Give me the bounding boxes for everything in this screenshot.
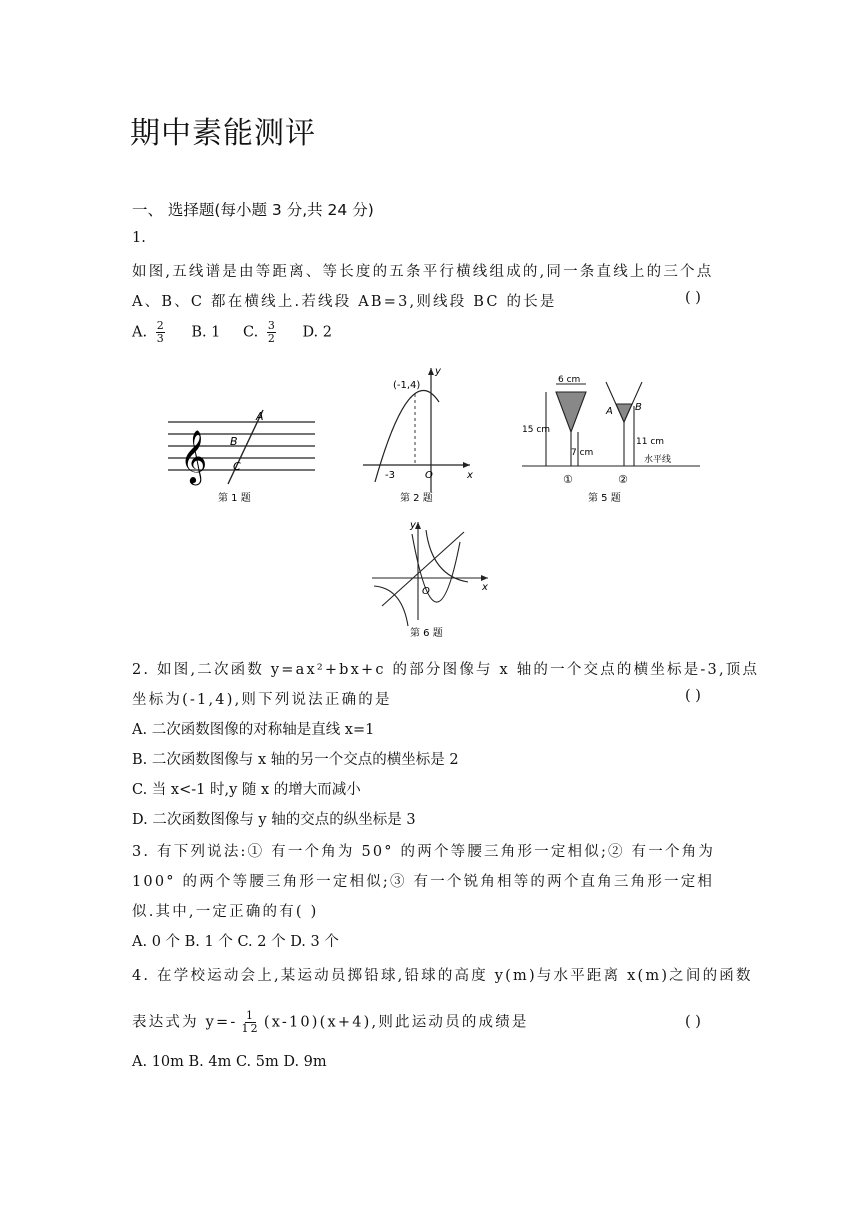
q1-answer-paren: ( ) — [685, 290, 701, 306]
q1-option-c-label: C. — [243, 324, 259, 341]
fig5-waterline-label: 水平线 — [644, 455, 672, 465]
fig2-caption: 第 2 题 — [400, 493, 433, 504]
page-title: 期中素能测评 — [130, 116, 316, 151]
fig2-origin-label: O — [425, 470, 433, 481]
figure-6-functions — [368, 516, 498, 642]
fig2-y-label: y — [435, 366, 441, 377]
fig5-height-15: 15 cm — [522, 425, 551, 435]
fig5-top-width: 6 cm — [558, 375, 581, 385]
q3-line1: 3. 有下列说法:① 有一个角为 50° 的两个等腰三角形一定相似;② 有一个角为 — [132, 844, 716, 860]
q1-option-c-fraction: $\frac{3}{2}$ — [267, 319, 275, 345]
fig2-vertex-label: (-1,4) — [393, 380, 421, 391]
q2-option-c: C. 当 x<-1 时,y 随 x 的增大而减小 — [132, 782, 361, 798]
fig1-label-a: A — [256, 410, 264, 423]
fig5-label-b: B — [635, 402, 642, 413]
figure-1-staff — [160, 400, 320, 510]
section-heading: 一、 选择题(每小题 3 分,共 24 分) — [132, 201, 374, 219]
fig1-label-b: B — [230, 435, 238, 448]
fig1-label-c: C — [233, 460, 241, 473]
fig6-y-label: y — [410, 520, 416, 531]
q1-line2: A、B、C 都在横线上.若线段 AB=3,则线段 BC 的长是 — [132, 294, 557, 310]
q2-answer-paren: ( ) — [685, 688, 701, 704]
q4-fraction: $\frac{1}{12}$ — [241, 1009, 260, 1035]
fig5-container-2: ② — [618, 473, 628, 486]
fig6-x-label: x — [482, 582, 488, 593]
q1-option-a-label: A. — [132, 324, 148, 341]
q2-option-b: B. 二次函数图像与 x 轴的另一个交点的横坐标是 2 — [132, 752, 459, 768]
q1-option-b: B. 1 — [191, 324, 221, 341]
fig5-height-11: 11 cm — [636, 437, 665, 447]
fig5-container-1: ① — [563, 473, 573, 486]
q3-line2: 100° 的两个等腰三角形一定相似;③ 有一个锐角相等的两个直角三角形一定相 — [132, 874, 715, 890]
fig1-caption: 第 1 题 — [218, 493, 251, 504]
q2-option-a: A. 二次函数图像的对称轴是直线 x=1 — [132, 722, 375, 738]
fig5-caption: 第 5 题 — [588, 493, 621, 504]
fig2-root-label: -3 — [385, 470, 395, 481]
q3-options: A. 0 个 B. 1 个 C. 2 个 D. 3 个 — [132, 934, 339, 950]
q2-line1: 2. 如图,二次函数 y=ax²+bx+c 的部分图像与 x 轴的一个交点的横坐标是-3,顶点 — [132, 662, 760, 678]
q1-option-a-fraction: $\frac{2}{3}$ — [156, 319, 164, 345]
q1-line1: 如图,五线谱是由等距离、等长度的五条平行横线组成的,同一条直线上的三个点 — [132, 264, 714, 280]
q4-options: A. 10m B. 4m C. 5m D. 9m — [132, 1054, 327, 1070]
q4-answer-paren: ( ) — [685, 1014, 701, 1030]
treble-clef-icon: 𝄞 — [180, 429, 208, 483]
fig5-height-7: 7 cm — [571, 448, 594, 458]
q1-options — [132, 320, 332, 345]
figure-5-containers — [520, 370, 705, 507]
figure-2-parabola — [355, 362, 485, 507]
fig2-x-label: x — [467, 470, 473, 481]
fig6-caption: 第 6 题 — [410, 628, 443, 639]
q2-option-d: D. 二次函数图像与 y 轴的交点的纵坐标是 3 — [132, 812, 416, 828]
q3-line3: 似.其中,一定正确的有( ) — [132, 904, 319, 920]
fig5-label-a: A — [606, 406, 613, 417]
q4-line2 — [132, 1010, 529, 1035]
q4-line2-prefix: 表达式为 y=- — [132, 1014, 238, 1031]
q1-option-d: D. 2 — [302, 324, 332, 341]
fig6-origin-label: O — [422, 586, 430, 597]
q4-line2-suffix: (x-10)(x+4),则此运动员的成绩是 — [263, 1014, 529, 1031]
q4-line1: 4. 在学校运动会上,某运动员掷铅球,铅球的高度 y(m)与水平距离 x(m)之间的函数 — [132, 968, 753, 984]
q1-number: 1. — [132, 230, 146, 246]
q2-line2: 坐标为(-1,4),则下列说法正确的是 — [132, 692, 392, 708]
